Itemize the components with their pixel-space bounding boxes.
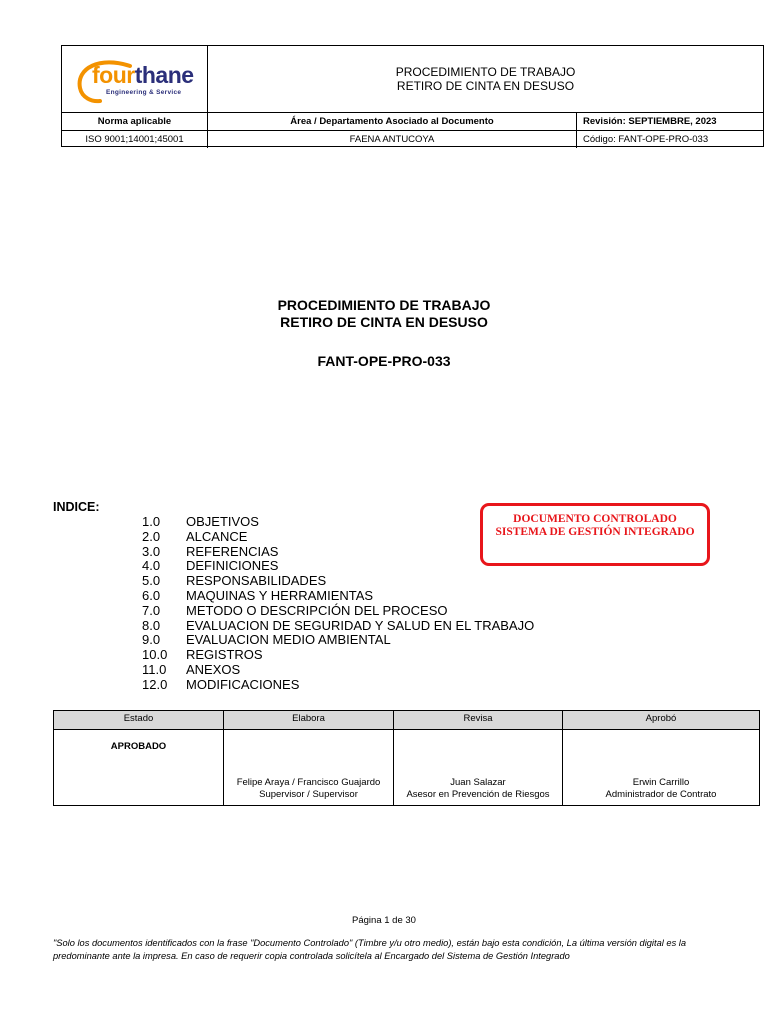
revisa-name: Juan Salazar <box>450 777 506 788</box>
index-item-number: 10.0 <box>142 647 168 663</box>
index-item-number: 9.0 <box>142 632 161 648</box>
index-item-number: 12.0 <box>142 676 168 692</box>
revisa-signature <box>394 777 562 800</box>
aprobo-role: Administrador de Contrato <box>605 788 717 800</box>
index-item-number: 11.0 <box>142 662 167 677</box>
revisa-header: Revisa <box>463 713 493 724</box>
revisa-column <box>394 711 563 805</box>
index-item-label: MODIFICACIONES <box>186 676 300 692</box>
footer-note: "Solo los documentos identificados con la frase "Documento Controlado" (Timbre y/u otro medio), están bajo esta condición, La última versión digital es la predominante ante la impresa. En caso de requerir copia controlada solicítela al Encargado del Sistema de Gestión Integrado <box>53 938 687 961</box>
elabora-column <box>224 711 394 805</box>
area-label: Área / Departamento Asociado al Documento <box>208 113 577 130</box>
index-item-label: RESPONSABILIDADES <box>186 573 327 589</box>
estado-value: APROBADO <box>110 741 167 752</box>
aprobo-signature <box>563 777 759 800</box>
approval-table <box>53 710 760 806</box>
document-title <box>0 297 768 331</box>
aprobo-header: Aprobó <box>645 713 677 724</box>
area-value: FAENA ANTUCOYA <box>208 131 577 148</box>
estado-column <box>54 711 224 805</box>
page-number: Página 1 de 30 <box>352 915 416 926</box>
elabora-header: Elabora <box>292 713 325 724</box>
elabora-name: Felipe Araya / Francisco Guajardo <box>236 777 381 788</box>
elabora-role: Supervisor / Supervisor <box>259 788 358 800</box>
index-item-label: REFERENCIAS <box>186 543 279 559</box>
index-item-label: MAQUINAS Y HERRAMIENTAS <box>186 588 374 603</box>
index-item-label: ANEXOS <box>186 662 241 677</box>
norma-value: ISO 9001;14001;45001 <box>62 131 208 148</box>
document-title-line2: RETIRO DE CINTA EN DESUSO <box>280 314 488 330</box>
index-item-label: METODO O DESCRIPCIÓN DEL PROCESO <box>186 602 448 618</box>
index-item-number: 6.0 <box>142 588 161 603</box>
stamp-line2: SISTEMA DE GESTIÓN INTEGRADO <box>495 526 695 538</box>
stamp-line1: DOCUMENTO CONTROLADO <box>513 513 677 525</box>
index-item-label: EVALUACION MEDIO AMBIENTAL <box>186 632 391 648</box>
index-item-label: EVALUACION DE SEGURIDAD Y SALUD EN EL TRABAJO <box>186 617 535 633</box>
codigo-value: Código: FANT-OPE-PRO-033 <box>583 134 709 145</box>
aprobo-name: Erwin Carrillo <box>632 777 690 788</box>
revisa-role: Asesor en Prevención de Riesgos <box>406 788 550 800</box>
revision-label: Revisión: SEPTIEMBRE, 2023 <box>583 116 717 127</box>
elabora-signature <box>224 777 393 800</box>
index-item-number: 3.0 <box>142 543 161 559</box>
index-item-number: 8.0 <box>142 617 161 633</box>
header-title-line1: PROCEDIMIENTO DE TRABAJO <box>395 65 576 79</box>
document-header-table <box>61 45 764 147</box>
index-item-label: ALCANCE <box>186 528 248 544</box>
company-logo <box>62 46 208 112</box>
header-title-line2: RETIRO DE CINTA EN DESUSO <box>396 79 575 93</box>
aprobo-column <box>563 711 759 805</box>
index-item-number: 1.0 <box>142 514 161 529</box>
document-title-line1: PROCEDIMIENTO DE TRABAJO <box>277 297 491 313</box>
norma-label: Norma aplicable <box>62 113 208 130</box>
controlled-document-stamp <box>480 503 710 566</box>
index-item-label: DEFINICIONES <box>186 558 279 574</box>
index-item-number: 2.0 <box>142 528 161 544</box>
header-row-labels <box>62 112 763 130</box>
header-title <box>208 46 763 112</box>
header-row-values <box>62 130 763 148</box>
index-item-number: 7.0 <box>142 602 161 618</box>
index-item-number: 5.0 <box>142 573 161 589</box>
index-title: INDICE: <box>53 500 100 514</box>
logo-tagline: Engineering & Service <box>106 89 182 96</box>
estado-header: Estado <box>123 713 154 724</box>
document-code: FANT-OPE-PRO-033 <box>317 353 451 369</box>
index-item-label: REGISTROS <box>186 647 263 663</box>
index-item-number: 4.0 <box>142 558 161 574</box>
logo-wordmark: fourthane <box>92 62 194 88</box>
index-item-label: OBJETIVOS <box>186 514 259 529</box>
